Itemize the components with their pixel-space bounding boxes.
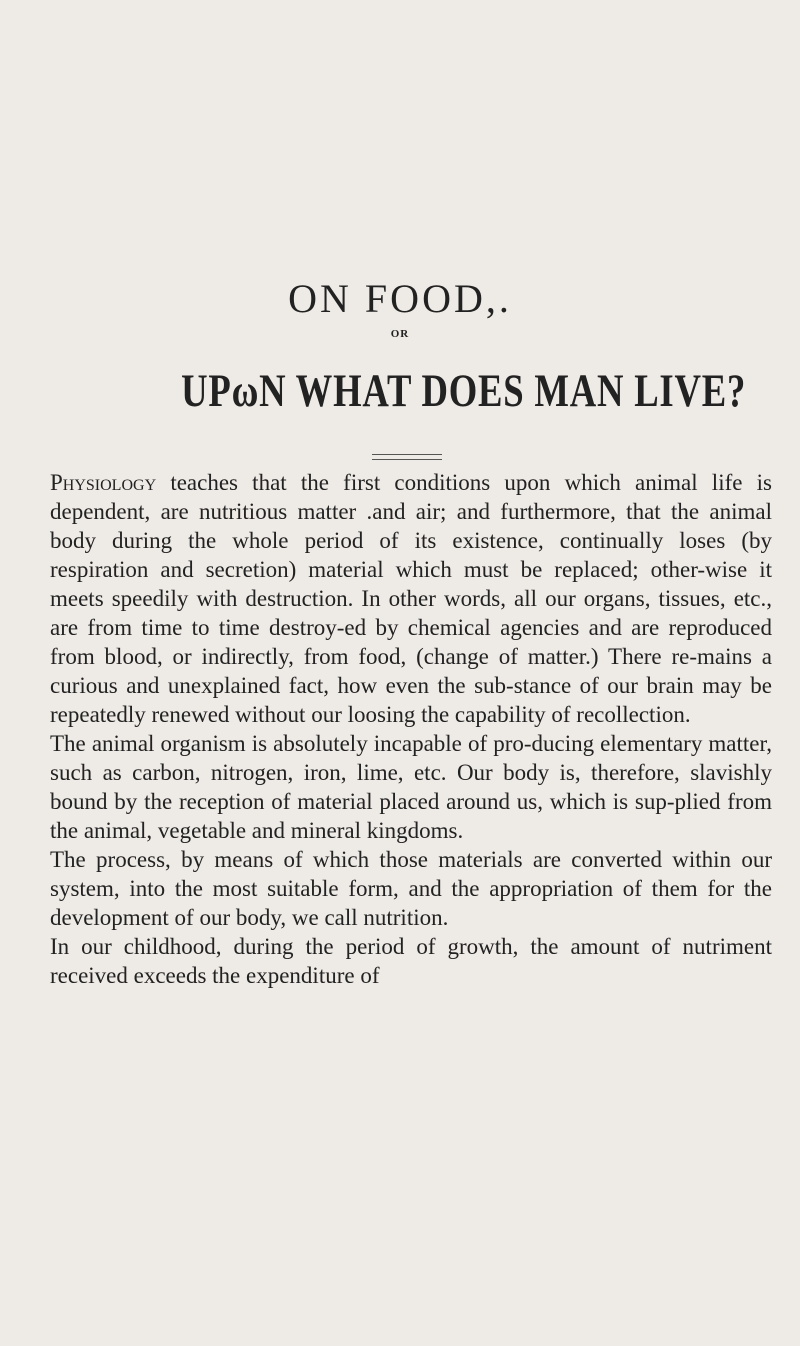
paragraph-1-lead: Physiology [50, 470, 157, 495]
title-conjunction: OR [390, 328, 410, 340]
body-text [50, 468, 772, 990]
title-rule-bottom [372, 459, 442, 460]
paragraph-1 [50, 468, 772, 729]
page-subtitle: UPωN WHAT DOES MAN LIVE? [181, 365, 747, 417]
paragraph-2: The animal organism is absolutely incapable of pro-ducing elementary matter, such as carbon, nitrogen, iron, lime, etc. Our body is, therefore, slavishly bound by the reception of material placed around us, which is sup-plied from the animal, vegetable and mineral kingdoms. [50, 731, 772, 843]
paragraph-1-text: teaches that the first conditions upon which animal life is dependent, are nutritious matter .and air; and furthermore, that the animal body during the whole period of its existence, continually loses (by respiration and secretion) material which must be replaced; other-wise it meets speedily with destruction. In other words, all our organs, tissues, etc., are from time to time destroy-ed by chemical agencies and are reproduced from blood, or indirectly, from food, (change of matter.) There re-mains a curious and unexplained fact, how even the sub-stance of our brain may be repeatedly renewed without our loosing the capability of recollection. [50, 470, 772, 727]
title-rule-top [372, 454, 442, 455]
paragraph-4: In our childhood, during the period of growth, the amount of nutriment received exceeds the expenditure of [50, 934, 772, 988]
paragraph-3: The process, by means of which those materials are converted within our system, into the most suitable form, and the appropriation of them for the development of our body, we call nutrition. [50, 847, 772, 930]
page-title: ON FOOD,. [288, 276, 512, 321]
